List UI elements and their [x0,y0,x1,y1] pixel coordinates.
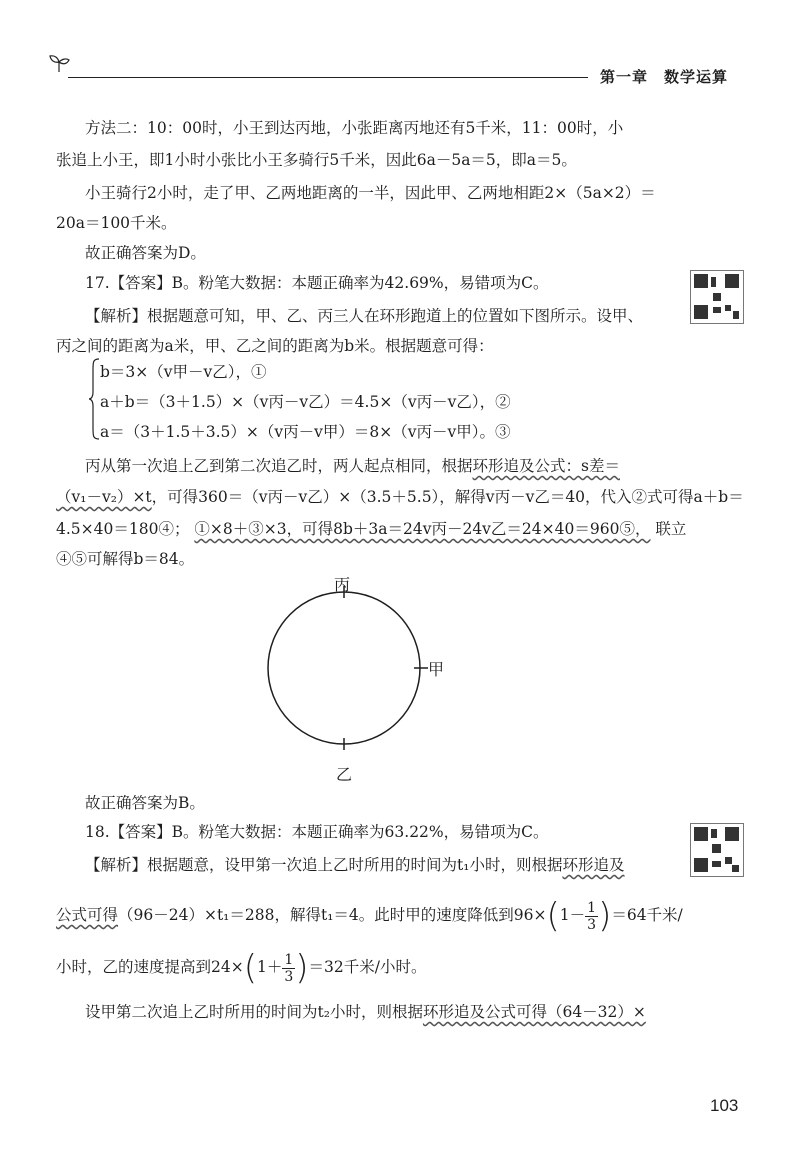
formula-link: 公式可得 [56,906,119,924]
text-line [56,519,686,539]
text-segment: ＝64千米/ [611,906,683,924]
formula-link: ①×8＋③×3，可得8b＋3a＝24v丙－24v乙＝24×40＝960⑤， [194,520,651,538]
leaf-icon [48,52,70,74]
equation-1: b＝3×（v甲－v乙），① [100,363,267,381]
answer-17: 17.【答案】B。粉笔大数据：本题正确率为42.69%，易错项为C。 [85,274,549,292]
text-segment: 设甲第二次追上乙时所用的时间为t₂小时，则根据 [85,1003,423,1021]
fraction-one-third [282,952,295,985]
text-segment: ，可得360＝（v丙－v乙）×（3.5＋5.5），解得v丙－v乙＝40，代入②式可得a＋b＝ [151,488,744,506]
text-line: 张追上小王，即1小时小张比小王多骑行5千米，因此6a－5a＝5，即a＝5。 [56,151,577,169]
text-line: 丙之间的距离为a米，甲、乙之间的距离为b米。根据题意可得： [56,337,494,355]
text-line [85,855,624,875]
label-yi: 乙 [336,765,353,784]
text-line [56,944,427,991]
text-line: 方法二：10：00时，小王到达丙地，小张距离丙地还有5千米，11：00时，小 [85,119,624,137]
text-segment: （96－24）×t₁＝288，解得t₁＝4。此时甲的速度降低到96× [118,906,547,924]
header-rule [68,77,588,78]
left-paren: ( [546,896,560,936]
right-paren: ) [295,948,309,988]
text-line [56,892,683,939]
label-bing: 丙 [334,575,351,594]
fraction-numerator: 1 [587,899,597,916]
formula-link: 环形追及公式可得（64－32）× [422,1003,646,1021]
equation-3: a＝（3＋1.5＋3.5）×（v丙－v甲）＝8×（v丙－v甲）。③ [100,423,511,441]
fraction-one-third [585,900,598,933]
label-jia: 甲 [428,660,445,679]
text-segment: 小时，乙的速度提高到24× [56,958,244,976]
text-segment: 【解析】根据题意，设甲第一次追上乙时所用的时间为t₁小时，则根据 [85,856,563,874]
text-line: ④⑤可解得b＝84。 [56,550,195,568]
text-segment: 4.5×40＝180④； [56,520,190,538]
left-brace [88,358,100,440]
text-line: 小王骑行2小时，走了甲、乙两地距离的一半，因此甲、乙两地相距2×（5a×2）＝ [85,184,656,202]
text-line: 故正确答案为D。 [85,244,206,262]
text-segment: 联立 [655,520,687,538]
track-circle [268,592,420,744]
text-line: 故正确答案为B。 [85,794,205,812]
answer-18: 18.【答案】B。粉笔大数据：本题正确率为63.22%，易错项为C。 [85,823,549,841]
text-line: 20a＝100千米。 [56,214,177,232]
text-line [56,487,744,507]
text-segment: 丙从第一次追上乙到第二次追乙时，两人起点相同，根据 [85,457,473,475]
frac-lead: 1－ [559,906,586,924]
formula-link: （v₁－v₂）×t [56,488,152,506]
page-number: 103 [710,1096,739,1115]
right-paren: ) [598,896,612,936]
text-segment: ＝32千米/小时。 [308,958,427,976]
equation-2: a＋b＝（3＋1.5）×（v丙－v乙）＝4.5×（v丙－v乙），② [100,393,511,411]
formula-link: 环形追及 [562,856,625,874]
text-line [85,456,620,476]
fraction-denominator: 3 [284,968,294,985]
left-paren: ( [243,948,257,988]
text-line: 【解析】根据题意可知，甲、乙、丙三人在环形跑道上的位置如下图所示。设甲、 [85,307,644,325]
qr-code-17[interactable] [690,270,744,324]
fraction-numerator: 1 [284,951,294,968]
qr-code-18[interactable] [690,823,744,877]
frac-lead: 1＋ [256,958,283,976]
formula-link: 环形追及公式：s差＝ [472,457,620,475]
text-line [85,1002,646,1022]
chapter-title: 第一章 数学运算 [600,68,729,86]
fraction-denominator: 3 [587,916,597,933]
